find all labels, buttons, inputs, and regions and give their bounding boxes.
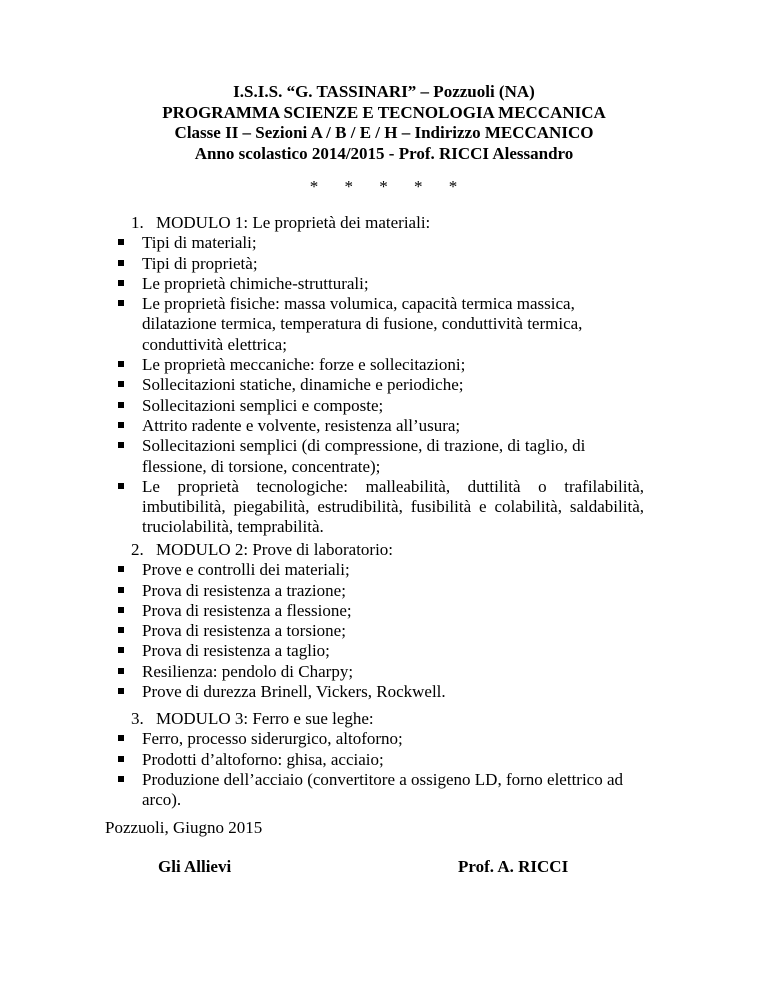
square-bullet-icon [118,381,124,387]
list-item: Sollecitazioni semplici (di compressione, di trazione, di taglio, di flessione, di torsione, concentrate); [0,436,644,477]
list-item: Prova di resistenza a flessione; [0,601,644,621]
square-bullet-icon [118,422,124,428]
list-item: Prova di resistenza a taglio; [0,641,644,661]
square-bullet-icon [118,300,124,306]
list-item: Le proprietà fisiche: massa volumica, capacità termica massica, dilatazione termica, temperatura di fusione, conduttività termica, conduttività elettrica; [0,294,644,355]
list-item: Attrito radente e volvente, resistenza all’usura; [0,416,644,436]
school-name: I.S.I.S. “G. TASSINARI” – Pozzuoli (NA) [233,82,535,101]
square-bullet-icon [118,442,124,448]
module-title-text: MODULO 3: Ferro e sue leghe: [156,709,374,728]
list-item: Sollecitazioni semplici e composte; [0,396,644,416]
school-year: Anno scolastico 2014/2015 - Prof. RICCI Alessandro [194,143,574,163]
module-title [0,709,768,729]
list-item: Sollecitazioni statiche, dinamiche e periodiche; [0,375,644,395]
students-signature-label: Gli Allievi [158,857,232,876]
list-item: Prova di resistenza a trazione; [0,581,644,601]
teacher-signature-label: Prof. A. RICCI [458,857,569,876]
list-item: Le proprietà meccaniche: forze e sollecitazioni; [0,355,644,375]
square-bullet-icon [118,483,124,489]
module-title-text: MODULO 1: Le proprietà dei materiali: [156,213,431,232]
square-bullet-icon [118,607,124,613]
square-bullet-icon [118,260,124,266]
square-bullet-icon [118,735,124,741]
square-bullet-icon [118,688,124,694]
module-number: 2. [131,540,144,559]
list-item: Le proprietà tecnologiche: malleabilità, duttilità o trafilabilità, imbutibilità, piegabilità, estrudibilità, fusibilità e colabilità, saldabilità, truciolabilità, temprabilità. [0,477,644,538]
square-bullet-icon [118,627,124,633]
module-number: 3. [131,709,144,728]
module-3 [0,709,768,810]
square-bullet-icon [118,587,124,593]
document-header [0,82,768,164]
square-bullet-icon [118,280,124,286]
list-item: Ferro, processo siderurgico, altoforno; [0,729,644,749]
class-info: Classe II – Sezioni A / B / E / H – Indirizzo MECCANICO [174,123,594,142]
module-1 [0,213,768,538]
module-2 [0,540,768,702]
list-item: Le proprietà chimiche-strutturali; [0,274,644,294]
square-bullet-icon [118,361,124,367]
program-title: PROGRAMMA SCIENZE E TECNOLOGIA MECCANICA [162,102,606,122]
module-number: 1. [131,213,144,232]
list-item: Resilienza: pendolo di Charpy; [0,662,644,682]
square-bullet-icon [118,647,124,653]
list-item: Prove di durezza Brinell, Vickers, Rockwell. [0,682,644,702]
list-item: Prove e controlli dei materiali; [0,560,644,580]
module-title [0,213,768,233]
square-bullet-icon [118,239,124,245]
list-item: Produzione dell’acciaio (convertitore a ossigeno LD, forno elettrico ad arco). [0,770,644,811]
list-item: Tipi di materiali; [0,233,644,253]
separator: * * * * * [309,177,469,196]
square-bullet-icon [118,668,124,674]
module-title [0,540,768,560]
square-bullet-icon [118,776,124,782]
square-bullet-icon [118,756,124,762]
module-title-text: MODULO 2: Prove di laboratorio: [156,540,394,559]
place-date: Pozzuoli, Giugno 2015 [105,818,263,837]
square-bullet-icon [118,566,124,572]
list-item: Prodotti d’altoforno: ghisa, acciaio; [0,750,644,770]
square-bullet-icon [118,402,124,408]
list-item: Tipi di proprietà; [0,254,644,274]
list-item: Prova di resistenza a torsione; [0,621,644,641]
